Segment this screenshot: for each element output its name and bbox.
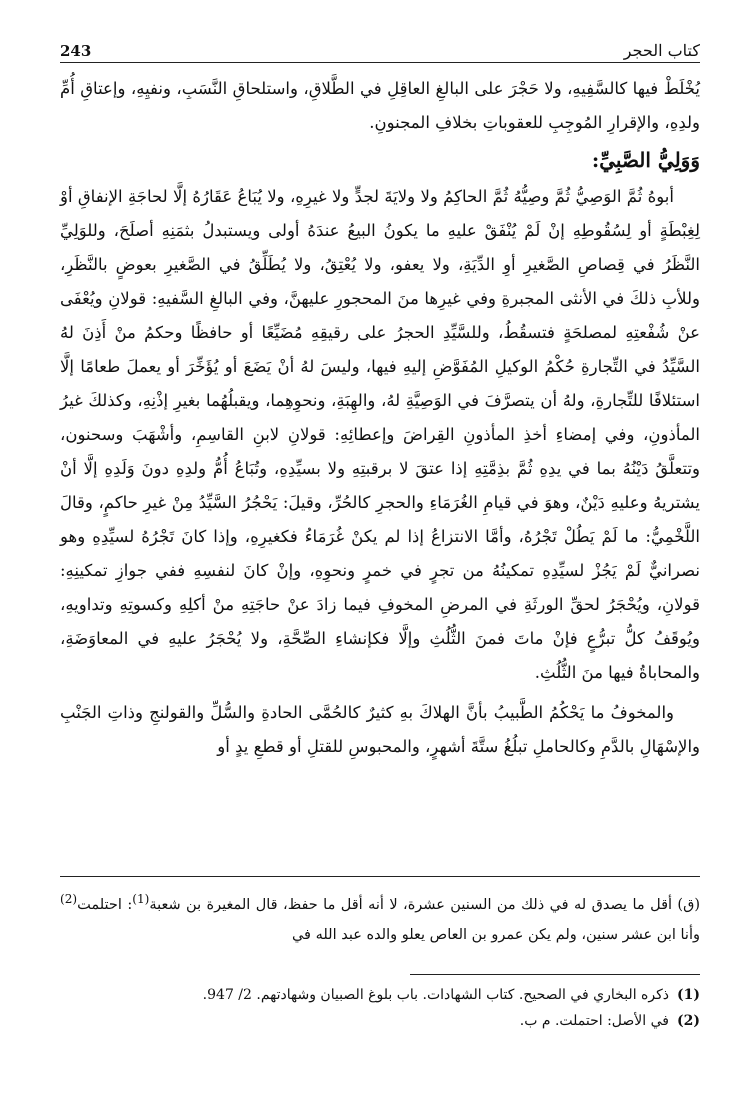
running-title: كتاب الحجر <box>623 41 700 60</box>
footnote-item <box>60 1008 700 1034</box>
paragraph-3: والمخوفُ ما يَحْكُمُ الطَّبيبُ بأنَّ الهلاكَ بهِ كثيرٌ كالحُمَّى الحادةِ والسُّلِّ والقولنجِ وذاتِ الجَنْبِ والإسْهَالِ بالدَّمِ وكالحاملِ تبلُغُ ستَّةَ أشهرٍ، والمحبوسِ للقتلِ أو قطعِ يدٍ أو <box>60 703 700 756</box>
footnotes-list <box>60 982 700 1034</box>
commentary-text-3: وأنا ابن عشر سنين، ولم يكن عمرو بن العاص يعلو والده عبد الله في <box>291 926 700 943</box>
commentary-text-2: : احتلمت <box>77 896 133 913</box>
footnote-ref-1: (1) <box>132 892 150 906</box>
main-text <box>60 72 700 764</box>
commentary-paragraph <box>60 884 700 950</box>
footnotes-divider <box>410 974 700 975</box>
footnote-number: (1) <box>677 987 700 1003</box>
footnote-ref-2: (2) <box>60 892 78 906</box>
page-header <box>60 34 700 60</box>
footnote-number: (2) <box>677 1013 700 1029</box>
section-heading: وَوَلِيُّ الصَّبِيِّ: <box>591 148 700 172</box>
document-page <box>60 0 700 1094</box>
commentary-text-1: (ق) أقل ما يصدق له في ذلك من السنين عشرة، لا أنه أقل ما حفظ، قال المغيرة بن شعبة <box>149 896 700 913</box>
paragraph-1: يُخْلَطْ فيها كالسَّفِيهِ، ولا حَجْرَ على البالغِ العاقِلِ في الطَّلاقِ، واستلحاقِ النَّسَبِ، ونفيِهِ، وإعتاقِ أُمِّ ولدِهِ، والإقرارِ المُوجِبِ للعقوباتِ بخلافِ المجنونِ. <box>60 79 700 132</box>
footnote-item <box>60 982 700 1008</box>
footnote-text: ذكره البخاري في الصحيح. كتاب الشهادات. باب بلوغ الصبيان وشهادتهم. 2/ 947. <box>202 987 669 1003</box>
page-number: 243 <box>60 42 92 60</box>
commentary-footnote <box>60 884 700 950</box>
paragraph-2: أبوهُ ثُمَّ الوَصِيُّ ثُمَّ وصِيُّهُ ثُمَّ الحاكِمُ ولا ولايَةَ لجدٍّ ولا غيرِهِ، ولا يُبَاعُ عَقَارُهُ إلَّا لحاجَةِ الإنفاقِ أوْ لِغِبْطَةٍ أو لِسُقُوطِهِ إنْ لَمْ يُنْفَقْ عليهِ ما يكونُ البيعُ عندَهُ أولى ويستبدلُ بثمَنِهِ أصلَحَ، وللوَلِيِّ النَّظَرُ في قِصاصِ الصَّغيرِ أوِ الدِّيَةِ، ولا يعفو، ولا يُعْتِقُ، ولا يُطَلِّقُ في الصَّغيرِ بعوضٍ بالنَّظَرِ، وللأبِ ذلكَ في الأنثى المجبرةِ وفي غيرِها منَ المحجورِ عليهنَّ، وفي البالغِ السَّفيهِ: قولانِ ويُعْفَى عنْ شُفْعتِهِ لمصلحَةٍ فتسقُطُ، وللسَّيِّدِ الحجرُ على رقيقِهِ مُضَيِّعًا أو حافظًا وحكمُ منْ أَذِنَ لهُ السَّيِّدُ في التِّجارةِ حُكْمُ الوكيلِ المُفَوَّضِ إليهِ فيها، وليسَ لهُ أنْ يَضَعَ أو يُؤَخِّرَ أو يعملَ طعامًا إلَّا استئلافًا للتِّجارةِ، ولهُ أن يتصرَّفَ في الوَصِيَّةِ لهُ، والهِبَةِ، ونحوِهِما، ويقبلُهُما بغيرِ إذْنِهِ، وكذلكَ غيرُ المأذونِ، وفي إمضاءِ أخذِ المأذونِ القِراضَ وإعطائِهِ: قولانِ لابنِ القاسِمِ، وأشْهَبَ وسحنون، وتتعلَّقُ دَيْنُهُ بما في يدِهِ ثُمَّ بذِمَّتِهِ إذا عتقَ لا برقبتِهِ ولا بسيِّدِهِ، وتُبَاعُ أُمُّ ولدِهِ دونَ وَلَدِهِ إلَّا أنْ يشتريهُ وعليهِ دَيْنٌ، وهوَ في قيامِ الغُرَمَاءِ والحجرِ كالحُرِّ، وقيلَ: يَحْجُرُ السَّيِّدُ مِنْ غيرِ حاكمٍ، وقالَ اللَّخْمِيُّ: ما لَمْ يَطُلْ تَجْرُهُ، وأمَّا الانتزاعُ إذا لم يكنْ غُرَمَاءُ فكغيرِهِ، وإذا كانَ تَجْرُهُ لسيِّدِهِ وهو نصرانيٌّ لَمْ يَجُزْ لسيِّدِهِ تمكينُهُ من تجرٍ في خمرٍ ونحوِهِ، وإنْ كانَ لنفسِهِ ففي جوازِ تمكينِهِ: قولانِ، ويُحْجَرُ لحقِّ الورثَةِ في المرضِ المخوفِ فيما زادَ عنْ حاجَتِهِ منْ أكلِهِ وكسوتِهِ وتداويهِ، ويُوقَفُ كلُّ تبرُّعٍ فإنْ ماتَ فمنَ الثُّلُثِ وإلَّا فكإنشاءِ الصِّحَّةِ، ولا يُحْجَرُ عليهِ في المعاوَضَةِ، والمحاباةُ فيها منَ الثُّلُثِ. <box>60 187 701 682</box>
footnote-block-divider <box>60 876 700 877</box>
header-divider <box>60 62 700 63</box>
footnote-text: في الأصل: احتملت. م ب. <box>519 1013 669 1029</box>
